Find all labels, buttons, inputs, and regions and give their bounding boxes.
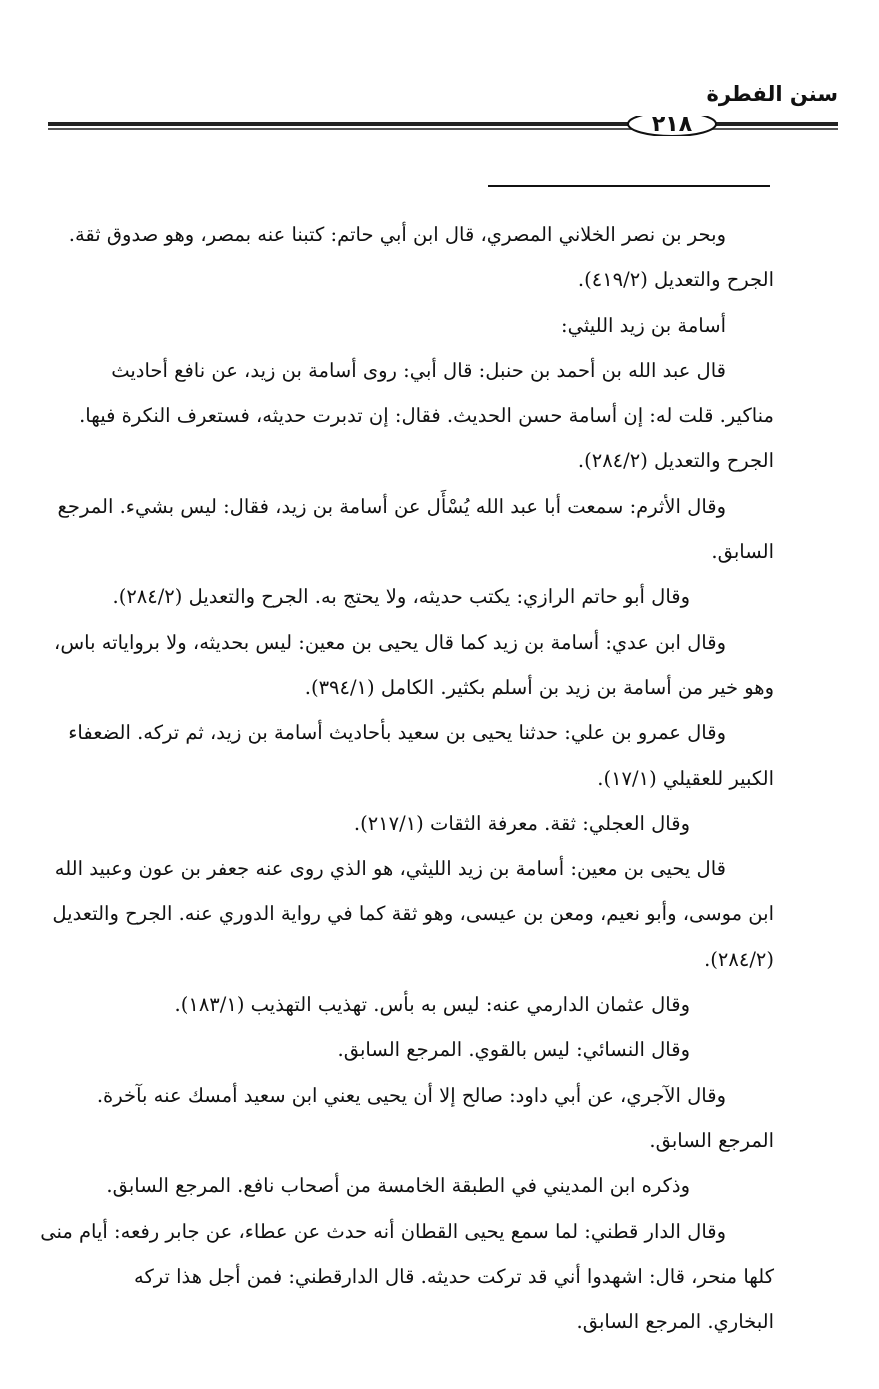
paragraph-line: المرجع السابق. — [649, 1128, 774, 1152]
paragraph-line: وقال العجلي: ثقة. معرفة الثقات (٢١٧/١). — [353, 811, 690, 835]
paragraph-line: وقال الآجري، عن أبي داود: صالح إلا أن يحيى يعني ابن سعيد أمسك عنه بآخرة. — [96, 1083, 726, 1107]
paragraph-line: البخاري. المرجع السابق. — [576, 1310, 774, 1334]
paragraph-line: وهو خير من أسامة بن زيد بن أسلم بكثير. الكامل (٣٩٤/١). — [304, 675, 774, 699]
paragraph-line: وذكره ابن المديني في الطبقة الخامسة من أصحاب نافع. المرجع السابق. — [106, 1174, 690, 1198]
header-ornament — [48, 116, 838, 136]
section-heading: أسامة بن زيد الليثي: — [561, 313, 726, 337]
paragraph-line: وقال الدار قطني: لما سمع يحيى القطان أنه حدث عن عطاء، عن جابر رفعه: أيام منى — [40, 1219, 726, 1243]
paragraph-line: الجرح والتعديل (٤١٩/٢). — [577, 268, 774, 292]
paragraph-line: ابن موسى، وأبو نعيم، ومعن بن عيسى، وهو ثقة كما في رواية الدوري عنه. الجرح والتعديل — [52, 902, 774, 926]
paragraph-line: الجرح والتعديل (٢٨٤/٢). — [577, 449, 774, 473]
page-header — [48, 78, 838, 138]
paragraph-line: كلها منحر، قال: اشهدوا أني قد تركت حديثه. قال الدارقطني: فمن أجل هذا تركه — [134, 1264, 774, 1288]
page-number: ٢١٨ — [651, 112, 693, 137]
paragraph-line: وقال عثمان الدارمي عنه: ليس به بأس. تهذيب التهذيب (١٨٣/١). — [174, 993, 690, 1017]
paragraph-line: وبحر بن نصر الخلاني المصري، قال ابن أبي حاتم: كتبنا عنه بمصر، وهو صدوق ثقة. — [68, 223, 726, 246]
paragraph-line: وقال النسائي: ليس بالقوي. المرجع السابق. — [337, 1038, 690, 1062]
paragraph-line: وقال أبو حاتم الرازي: يكتب حديثه، ولا يحتج به. الجرح والتعديل (٢٨٤/٢). — [112, 585, 690, 609]
header-rule — [48, 116, 838, 136]
paragraph-line: قال يحيى بن معين: أسامة بن زيد الليثي، هو الذي روى عنه جعفر بن عون وعبيد الله — [54, 857, 726, 881]
running-title: سنن الفطرة — [706, 82, 838, 106]
paragraph-line: السابق. — [711, 540, 774, 564]
paragraph-line: الكبير للعقيلي (١٧/١). — [597, 766, 774, 790]
paragraph-line: وقال ابن عدي: أسامة بن زيد كما قال يحيى بن معين: ليس بحديثه، ولا برواياته باس، — [54, 630, 726, 654]
page-body — [40, 212, 774, 1344]
footnote-separator — [488, 185, 770, 187]
paragraph-line: (٢٨٤/٢). — [704, 947, 774, 971]
paragraph-line: مناكير. قلت له: إن أسامة حسن الحديث. فقال: إن تدبرت حديثه، فستعرف النكرة فيها. — [79, 404, 774, 428]
paragraph-line: وقال عمرو بن علي: حدثنا يحيى بن سعيد بأحاديث أسامة بن زيد، ثم تركه. الضعفاء — [68, 721, 726, 745]
paragraph-line: قال عبد الله بن أحمد بن حنبل: قال أبي: روى أسامة بن زيد، عن نافع أحاديث — [111, 358, 726, 382]
paragraph-line: وقال الأثرم: سمعت أبا عبد الله يُسْأَل عن أسامة بن زيد، فقال: ليس بشيء. المرجع — [57, 494, 726, 518]
